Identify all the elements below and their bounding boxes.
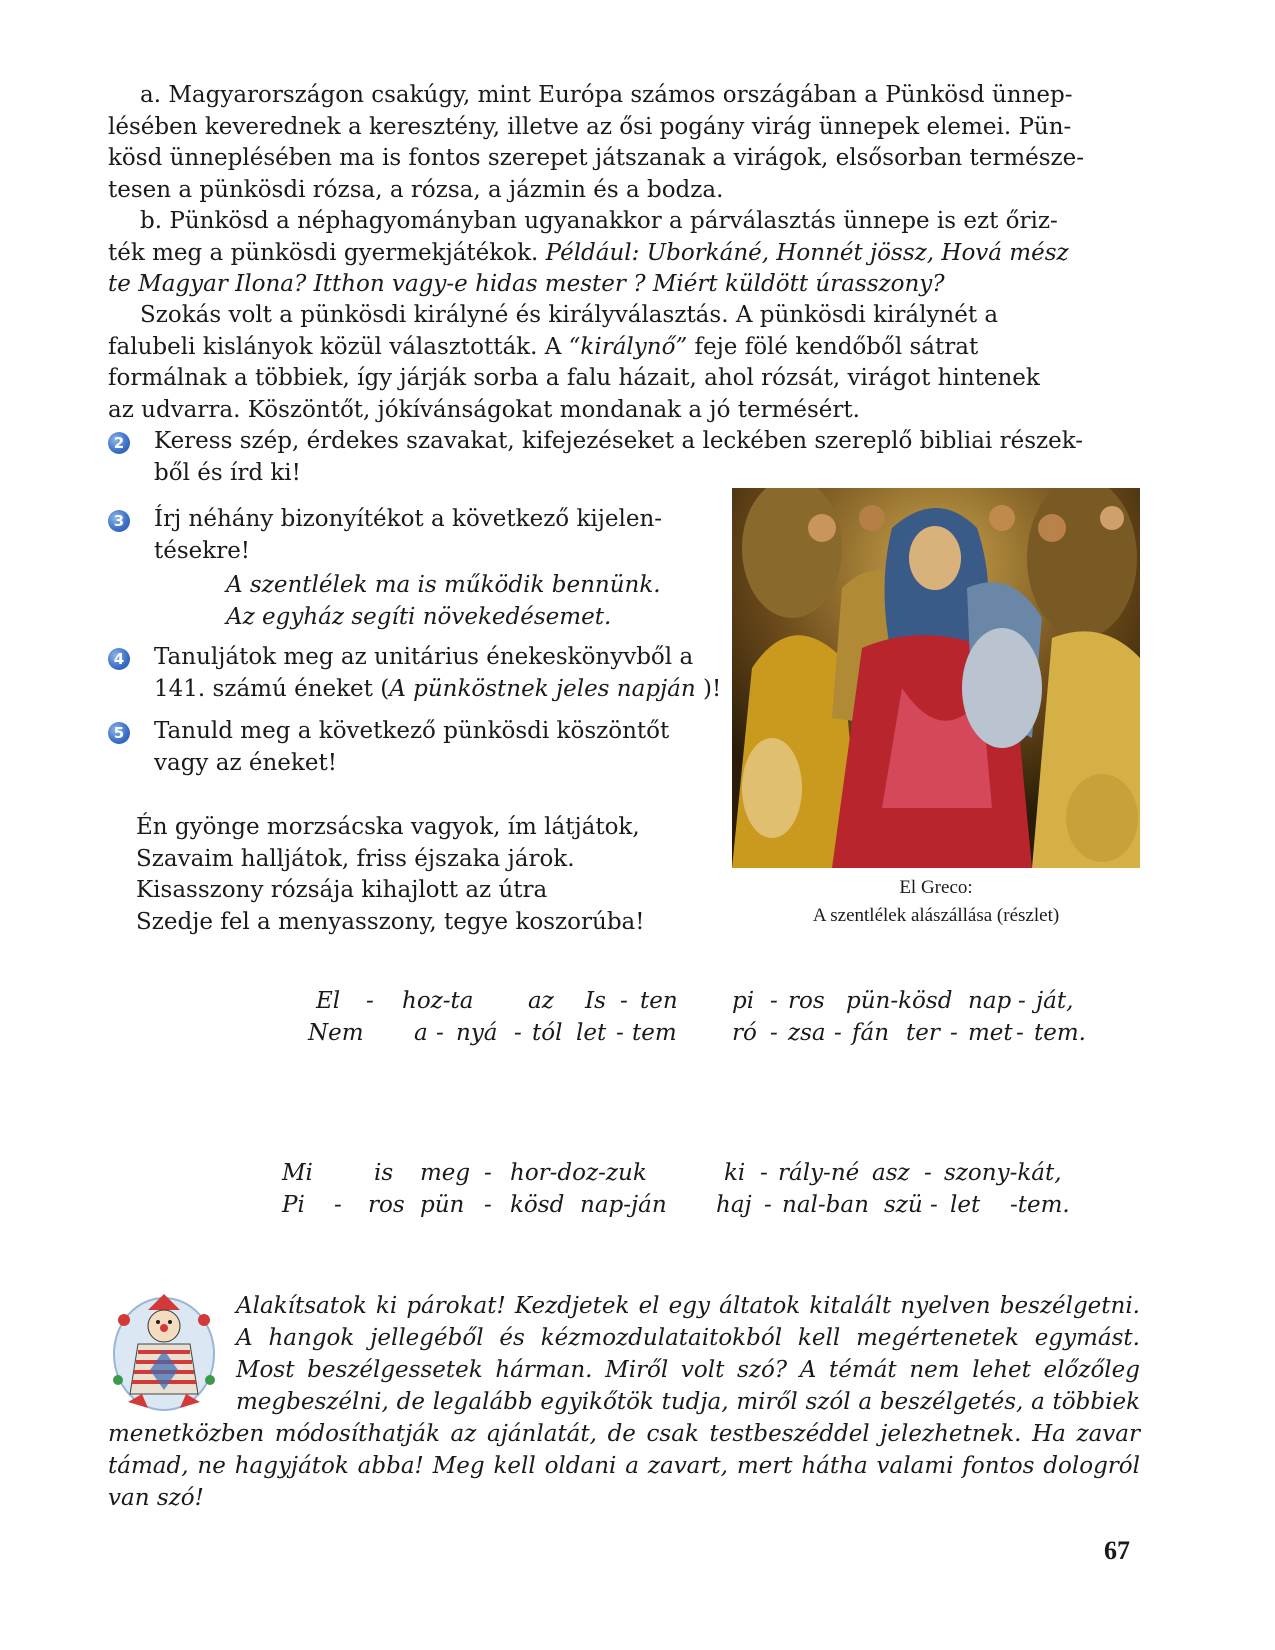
paragraph-c-line: formálnak a többiek, így járják sorba a falu házait, ahol rózsát, virágot hintenek bbox=[108, 365, 1040, 391]
lyric-syllable: - bbox=[484, 1160, 492, 1186]
task-3 bbox=[108, 504, 718, 567]
greeting-poem bbox=[136, 812, 645, 938]
task-text bbox=[108, 504, 718, 567]
lyric-syllable: - bbox=[366, 988, 374, 1014]
caption-artist: El Greco: bbox=[899, 877, 973, 898]
lyric-syllable: pün-kösd bbox=[846, 988, 953, 1014]
lyric-syllable: ros bbox=[788, 988, 825, 1014]
lyric-syllable: asz bbox=[872, 1160, 910, 1186]
lyric-syllable: - bbox=[770, 1020, 778, 1046]
lyric-syllable: szü bbox=[884, 1192, 923, 1218]
poem-line: Szavaim halljátok, friss éjszaka járok. bbox=[136, 845, 575, 872]
quote-2: Az egyház segíti növekedésemet. bbox=[226, 604, 612, 630]
lyric-syllable: fán bbox=[852, 1020, 890, 1046]
lyric-syllable: pi bbox=[732, 988, 755, 1014]
task-line: Keress szép, érdekes szavakat, kifejezéseket a leckében szereplő bibliai részek- bbox=[154, 428, 1084, 454]
lyric-syllable: szony-kát, bbox=[944, 1160, 1062, 1186]
lyric-syllable: ten bbox=[640, 988, 678, 1014]
lyric-syllable: - bbox=[930, 1192, 938, 1218]
caption-title: A szentlélek alászállása (részlet) bbox=[812, 905, 1060, 926]
task-line: ből és írd ki! bbox=[154, 459, 301, 486]
quoted-word: “királynő” bbox=[568, 333, 688, 360]
lyric-syllable: nyá bbox=[456, 1020, 498, 1046]
quote-1: A szentlélek ma is működik bennünk. bbox=[226, 572, 661, 598]
poem-line: Én gyönge morzsácska vagyok, ím látjátok, bbox=[136, 814, 640, 840]
paragraph-b-text: ték meg a pünkösdi gyermekjátékok. bbox=[108, 239, 546, 266]
lyric-syllable: - bbox=[484, 1192, 492, 1218]
task-number-badge: 3 bbox=[108, 510, 130, 532]
lyric-syllable: ros bbox=[368, 1192, 405, 1218]
paragraph-c-line: az udvarra. Köszöntőt, jókívánságokat mondanak a jó termésért. bbox=[108, 396, 860, 423]
lyric-syllable: El bbox=[316, 988, 341, 1014]
lyric-syllable: nap-ján bbox=[580, 1192, 667, 1218]
painting-caption bbox=[732, 874, 1140, 930]
paragraph-a-line: lésében keverednek a keresztény, illetve az ősi pogány virág ünnepek elemei. Pün- bbox=[108, 113, 1072, 140]
paragraph-a bbox=[108, 80, 1140, 206]
lyric-syllable: nap bbox=[968, 988, 1012, 1014]
lyric-syllable: hoz-ta bbox=[402, 988, 474, 1014]
lyric-syllable: - bbox=[514, 1020, 522, 1046]
paragraph-c-line-2 bbox=[108, 332, 1140, 364]
lyric-syllable: - bbox=[616, 1020, 624, 1046]
lyric-syllable: hor-doz-zuk bbox=[510, 1160, 647, 1186]
lyric-syllable: ter bbox=[906, 1020, 940, 1046]
lyric-syllable: haj bbox=[716, 1192, 752, 1218]
lyric-syllable: - bbox=[760, 1160, 768, 1186]
lyric-syllable: ki bbox=[724, 1160, 746, 1186]
lyric-syllable: Mi bbox=[282, 1160, 313, 1186]
lyric-syllable: - bbox=[950, 1020, 958, 1046]
paragraph-b-examples: Például: Uborkáné, Honnét jössz, Hová mész bbox=[545, 239, 1069, 266]
paragraph-a-line: tesen a pünkösdi rózsa, a rózsa, a jázmin és a bodza. bbox=[108, 176, 724, 203]
lyric-syllable: ró bbox=[732, 1020, 757, 1046]
lyric-syllable: is bbox=[374, 1160, 394, 1186]
paragraph-a-line: a. Magyarországon csakúgy, mint Európa számos országában a Pünkösd ünnep- bbox=[140, 82, 1073, 108]
lyric-syllable: Pi bbox=[282, 1192, 305, 1218]
lyric-syllable: - bbox=[1018, 988, 1026, 1014]
lyric-syllable: pün bbox=[420, 1192, 465, 1218]
lyric-syllable: - bbox=[1016, 1020, 1024, 1046]
task-5 bbox=[108, 716, 728, 779]
task-4 bbox=[108, 642, 728, 705]
lyric-syllable: - bbox=[770, 988, 778, 1014]
lyric-syllable: - bbox=[834, 1020, 842, 1046]
task-text bbox=[108, 642, 728, 705]
lyric-syllable: - bbox=[924, 1160, 932, 1186]
lyric-syllable: tem. bbox=[1034, 1020, 1086, 1046]
lyric-syllable: az bbox=[528, 988, 554, 1014]
lyric-syllable: kösd bbox=[510, 1192, 565, 1218]
task-line-end: )! bbox=[695, 675, 722, 702]
clown-icon bbox=[108, 1290, 220, 1416]
task-text bbox=[108, 426, 1140, 489]
task-line-2 bbox=[154, 674, 728, 706]
paragraph-b-line-2 bbox=[108, 238, 1140, 270]
task-text bbox=[108, 716, 728, 779]
task-line: Tanuljátok meg az unitárius énekeskönyvből a bbox=[154, 644, 694, 670]
lyric-syllable: let bbox=[576, 1020, 607, 1046]
lyric-syllable: Is bbox=[585, 988, 606, 1014]
lyric-syllable: a bbox=[414, 1020, 428, 1046]
lyric-syllable: met bbox=[968, 1020, 1013, 1046]
poem-line: Szedje fel a menyasszony, tegye koszorúba! bbox=[136, 908, 645, 935]
paragraph-c-text-cont: feje fölé kendőből sátrat bbox=[687, 333, 979, 360]
task-2 bbox=[108, 426, 1140, 489]
paragraph-c-text: falubeli kislányok közül választották. A bbox=[108, 333, 569, 360]
paragraph-b-examples-cont: te Magyar Ilona? Itthon vagy-e hidas mester ? Miért küldött úrasszony? bbox=[108, 271, 945, 297]
poem-line: Kisasszony rózsája kihajlott az útra bbox=[136, 877, 548, 903]
lyric-syllable: nal-ban bbox=[782, 1192, 869, 1218]
lyric-syllable: tem bbox=[632, 1020, 677, 1046]
lyric-syllable: - bbox=[620, 988, 628, 1014]
lyric-syllable: - bbox=[764, 1192, 772, 1218]
task-line: vagy az éneket! bbox=[154, 749, 337, 776]
task-line-text: 141. számú éneket ( bbox=[154, 675, 390, 702]
el-greco-painting bbox=[732, 488, 1140, 868]
paragraph-a-line: kösd ünneplésében ma is fontos szerepet játszanak a virágok, elsősorban természe- bbox=[108, 145, 1085, 171]
task-line: Írj néhány bizonyítékot a következő kijelen- bbox=[154, 506, 663, 532]
lyric-syllable: meg bbox=[420, 1160, 471, 1186]
task-number-badge: 5 bbox=[108, 722, 130, 744]
lyric-syllable: Nem bbox=[308, 1020, 364, 1046]
lyric-syllable: tól bbox=[532, 1020, 563, 1046]
paragraph-c bbox=[108, 300, 1140, 426]
song-title: A pünköstnek jeles napján bbox=[389, 675, 696, 702]
lyric-syllable: -tem. bbox=[1010, 1192, 1070, 1218]
task-number-badge: 2 bbox=[108, 432, 130, 454]
lyric-syllable: zsa bbox=[788, 1020, 826, 1046]
paragraph-c-line: Szokás volt a pünkösdi királyné és királyválasztás. A pünkösdi királynét a bbox=[140, 302, 999, 328]
task-line: tésekre! bbox=[154, 537, 251, 564]
painting-image bbox=[732, 488, 1140, 868]
task-number-badge: 4 bbox=[108, 648, 130, 670]
lyric-syllable: - bbox=[436, 1020, 444, 1046]
page-number: 67 bbox=[1104, 1536, 1130, 1565]
paragraph-b bbox=[108, 206, 1140, 301]
activity-text bbox=[108, 1290, 1140, 1514]
paragraph-b-line: b. Pünkösd a néphagyományban ugyanakkor a párválasztás ünnepe is ezt őriz- bbox=[140, 208, 1058, 234]
task-line: Tanuld meg a következő pünkösdi köszöntőt bbox=[154, 718, 670, 744]
lyric-syllable: let bbox=[950, 1192, 981, 1218]
activity-instructions: Alakítsatok ki párokat! Kezdjetek el egy áltatok kitalált nyelven beszélgetni. A hangok jellegéből és kézmozdulataitokból kell megértenetek egymást. Most beszélgessetek hárman. Miről volt szó? A témát nem lehet előzőleg megbeszélni, de legalább egyikőtök tudja, miről szól a beszélgetés, a többiek menetközben módosíthatják az ajánlatát, de csak testbeszéddel jelezhetnek. Ha zavar támad, ne hagyjátok abba! Meg kell oldani a zavart, mert hátha valami fontos dologról van szó! bbox=[108, 1293, 1140, 1511]
lyric-syllable: ját, bbox=[1036, 988, 1074, 1014]
lyric-syllable: - bbox=[334, 1192, 342, 1218]
lyric-syllable: rály-né bbox=[778, 1160, 860, 1186]
